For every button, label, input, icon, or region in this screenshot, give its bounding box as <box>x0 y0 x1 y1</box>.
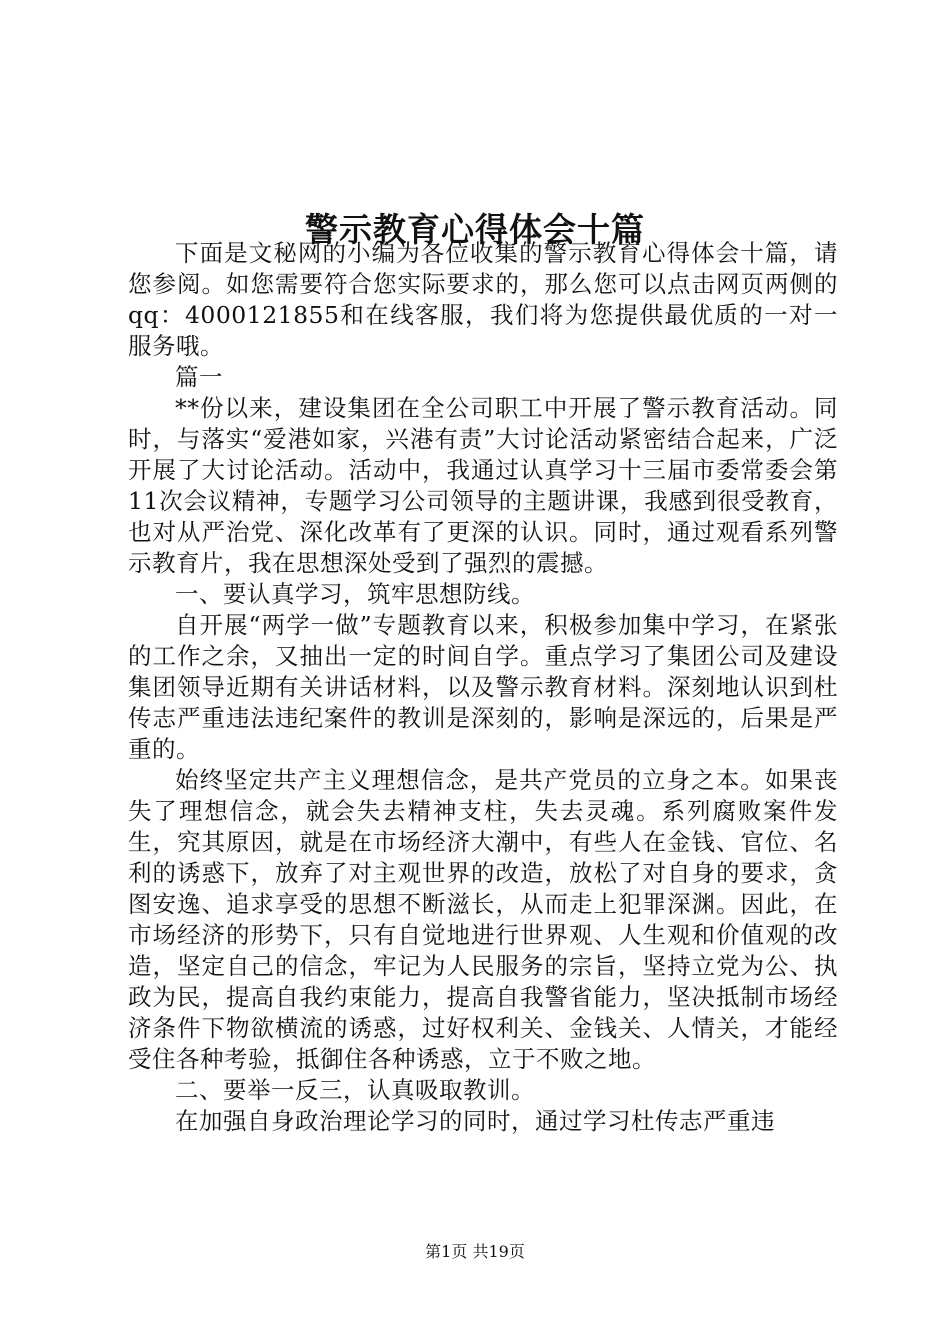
section-heading-part-one: 篇一 <box>175 363 223 391</box>
section-heading: 二、要举一反三，认真吸取教训。 <box>175 1076 535 1104</box>
body-paragraph: 自开展“两学一做”专题教育以来，积极参加集中学习，在紧张的工作之余，又抽出一定的时间自学。重点学习了集团公司及建设集团领导近期有关讲话材料，以及警示教育材料。深刻地认识到杜传志严重违法违纪案件的教训是深刻的，影响是深远的，后果是严重的。 <box>128 611 838 763</box>
body-paragraph: **份以来，建设集团在全公司职工中开展了警示教育活动。同时，与落实“爱港如家，兴港有责”大讨论活动紧密结合起来，广泛开展了大讨论活动。活动中，我通过认真学习十三届市委常委会第11次会议精神，专题学习公司领导的主题讲课，我感到很受教育，也对从严治党、深化改革有了更深的认识。同时，通过观看系列警示教育片，我在思想深处受到了强烈的震撼。 <box>128 394 838 577</box>
page-total: 共19页 <box>472 1242 525 1261</box>
document-title: 警示教育心得体会十篇 <box>305 210 645 250</box>
body-paragraph: 在加强自身政治理论学习的同时，通过学习杜传志严重违 <box>175 1107 775 1135</box>
body-paragraph: 始终坚定共产主义理想信念，是共产党员的立身之本。如果丧失了理想信念，就会失去精神支柱，失去灵魂。系列腐败案件发生，究其原因，就是在市场经济大潮中，有些人在金钱、官位、名利的诱惑下，放弃了对主观世界的改造，放松了对自身的要求，贪图安逸、追求享受的思想不断滋长，从而走上犯罪深渊。因此，在市场经济的形势下，只有自觉地进行世界观、人生观和价值观的改造，坚定自己的信念，牢记为人民服务的宗旨，坚持立党为公、执政为民，提高自我约束能力，提高自我警省能力，坚决抵制市场经济条件下物欲横流的诱惑，过好权利关、金钱关、人情关，才能经受住各种考验，抵御住各种诱惑，立于不败之地。 <box>128 766 838 1073</box>
page-footer <box>0 1240 950 1264</box>
document-body <box>128 238 838 1137</box>
section-heading: 一、要认真学习，筑牢思想防线。 <box>175 580 535 608</box>
intro-paragraph: 下面是文秘网的小编为各位收集的警示教育心得体会十篇，请您参阅。如您需要符合您实际要求的，那么您可以点击网页两侧的qq：4000121855和在线客服，我们将为您提供最优质的一对一服务哦。 <box>128 239 838 360</box>
page-number: 第1页 <box>425 1242 468 1261</box>
